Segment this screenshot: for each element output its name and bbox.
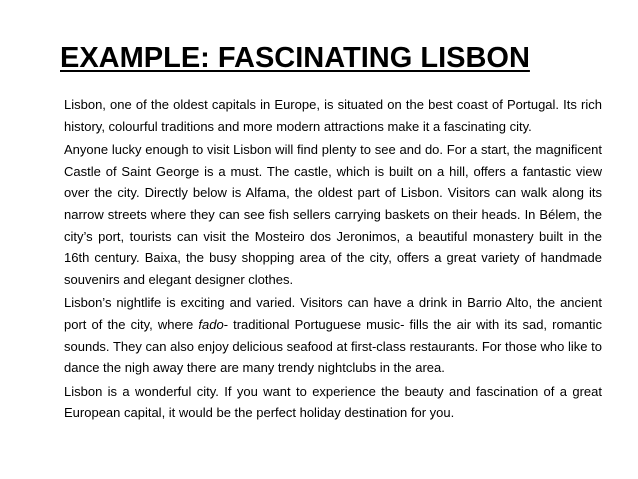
page-title: EXAMPLE: FASCINATING LISBON <box>60 42 530 74</box>
paragraph-sights: Anyone lucky enough to visit Lisbon will find plenty to see and do. For a start, the magnificent Castle of Saint George is a must. The castle, which is built on a hill, offers a fantastic view over the city. Directly below is Alfama, the oldest part of Lisbon. Visitors can walk along its narrow streets where they can see fish sellers carrying baskets on their heads. In Bélem, the city’s port, tourists can visit the Mosteiro dos Jeronimos, a beautiful monastery built in the 16th century. Baixa, the busy shopping area of the city, offers a great variety of handmade souvenirs and elegant designer clothes. <box>64 142 602 287</box>
paragraph-nightlife-start: Lisbon’s nightlife is exciting and varied. Visitors can have a drink in Barrio Alto, the ancient port of the city, where <box>64 295 602 332</box>
paragraph-conclusion: Lisbon is a wonderful city. If you want to experience the beauty and fascination of a great European capital, it would be the perfect holiday destination for you. <box>64 383 602 421</box>
paragraph-nightlife <box>64 292 602 378</box>
article-body <box>64 94 602 426</box>
paragraph-nightlife-end: - traditional Portuguese music- fills the air with its sad, romantic sounds. They can also enjoy delicious seafood at first-class restaurants. For those who like to dance the nigh away there are many trendy nightclubs in the area. <box>64 316 602 376</box>
italic-term-fado: fado <box>198 316 224 332</box>
paragraph-intro: Lisbon, one of the oldest capitals in Europe, is situated on the best coast of Portugal. Its rich history, colourful traditions and more modern attractions make it a fascinating city. <box>64 97 602 134</box>
